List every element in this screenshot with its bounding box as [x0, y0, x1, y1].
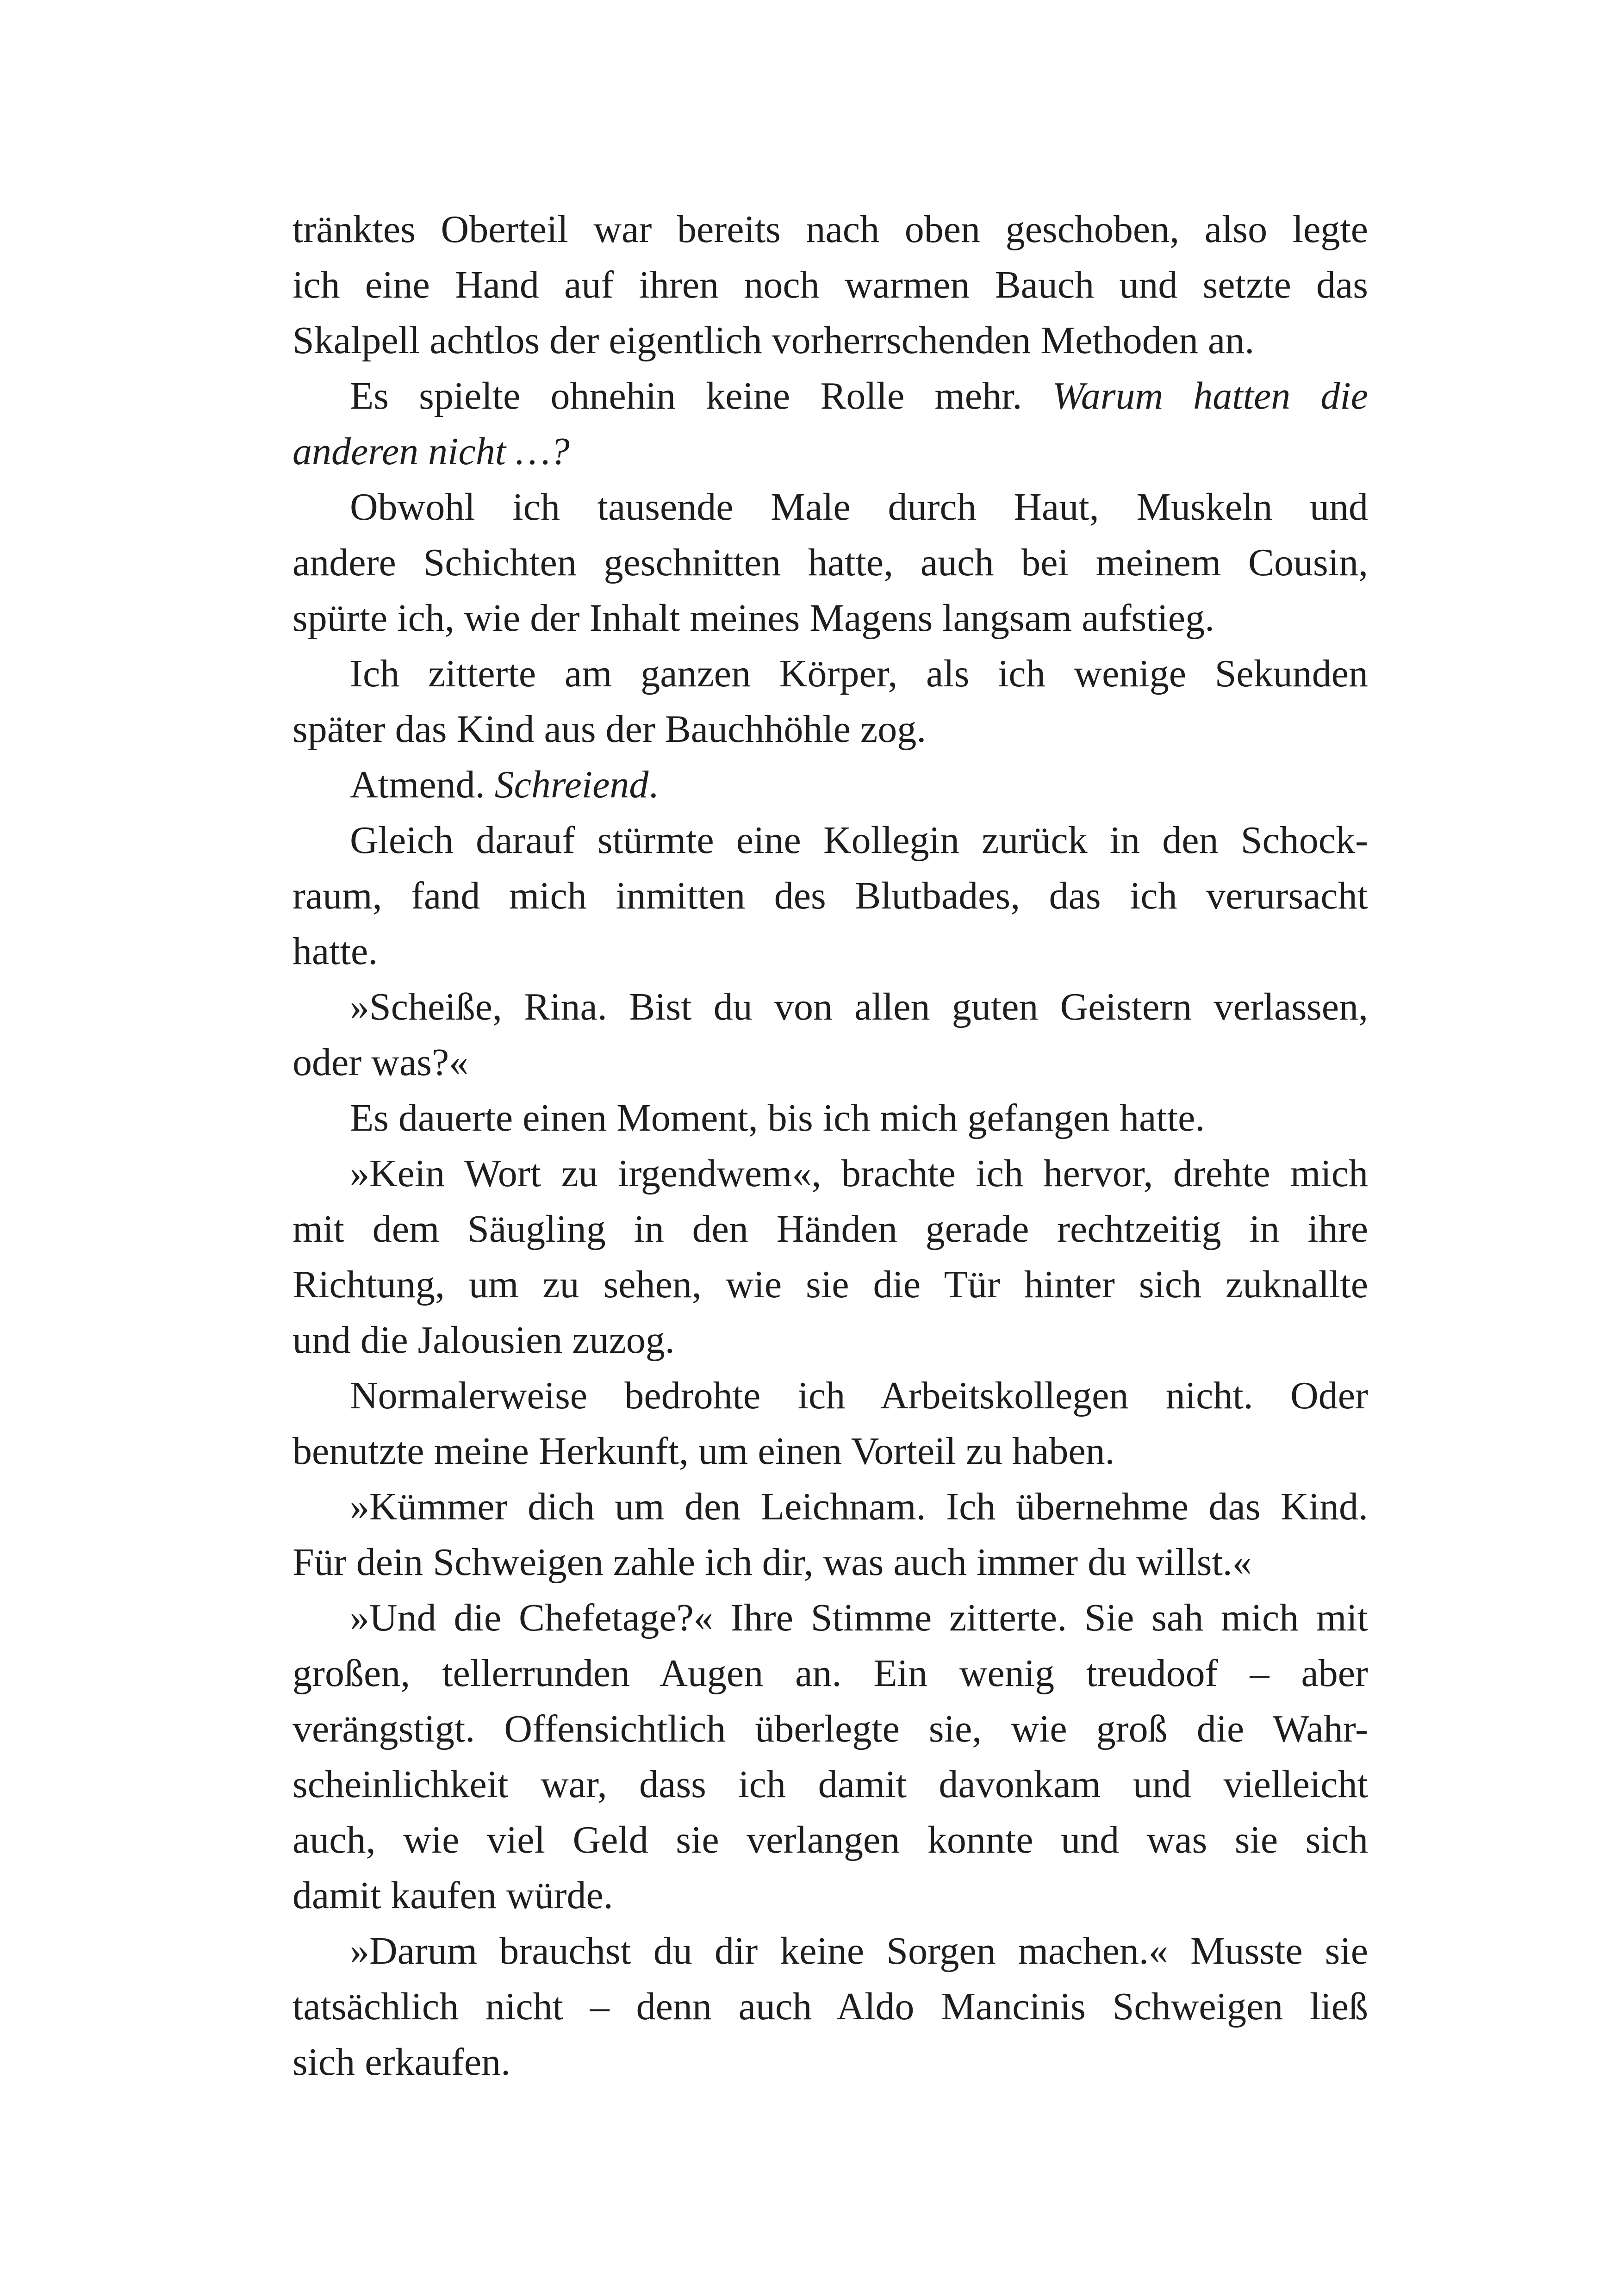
text-run: sich erkaufen. [292, 2041, 511, 2084]
paragraph [292, 757, 1368, 813]
text-line [292, 1424, 1368, 1479]
text-line [292, 424, 1368, 479]
text-run: Normalerweise bedrohte ich Arbeitskollegen nicht. Oder [350, 1374, 1368, 1417]
text-line [292, 979, 1368, 1035]
text-line [292, 368, 1368, 424]
text-line [292, 1313, 1368, 1368]
text-run: benutzte meine Herkunft, um einen Vorteil zu haben. [292, 1430, 1115, 1473]
text-line [292, 1868, 1368, 1923]
text-line [292, 1923, 1368, 1979]
text-line [292, 1479, 1368, 1535]
text-line [292, 1979, 1368, 2035]
text-line [292, 1201, 1368, 1257]
text-line [292, 1146, 1368, 1201]
text-run: später das Kind aus der Bauchhöhle zog. [292, 708, 927, 751]
text-line [292, 702, 1368, 757]
text-line [292, 646, 1368, 702]
text-line [292, 1590, 1368, 1646]
text-line [292, 1090, 1368, 1146]
text-line [292, 868, 1368, 924]
text-line [292, 2035, 1368, 2090]
text-run: mit dem Säugling in den Händen gerade rechtzeitig in ihre [292, 1207, 1368, 1251]
text-run: . [648, 763, 659, 806]
body-text [292, 202, 1368, 2090]
text-line [292, 1368, 1368, 1424]
paragraph [292, 1479, 1368, 1590]
paragraph [292, 1590, 1368, 1923]
italic-text: Warum hatten die [1052, 374, 1368, 417]
text-run: Für dein Schweigen zahle ich dir, was auch immer du willst.« [292, 1541, 1252, 1584]
text-run: Obwohl ich tausende Male durch Haut, Muskeln und [350, 485, 1368, 529]
text-run: spürte ich, wie der Inhalt meines Magens langsam aufstieg. [292, 597, 1215, 640]
paragraph [292, 202, 1368, 368]
text-run: großen, tellerrunden Augen an. Ein wenig treudoof – aber [292, 1652, 1368, 1695]
paragraph [292, 1090, 1368, 1146]
text-run: »Kümmer dich um den Leichnam. Ich übernehme das Kind. [350, 1485, 1368, 1528]
text-run: »Kein Wort zu irgendwem«, brachte ich hervor, drehte mich [350, 1152, 1368, 1195]
text-run: »Scheiße, Rina. Bist du von allen guten Geistern verlassen, [350, 985, 1368, 1028]
text-run: scheinlichkeit war, dass ich damit davonkam und vielleicht [292, 1763, 1368, 1806]
text-run: verängstigt. Offensichtlich überlegte sie, wie groß die Wahr- [292, 1707, 1368, 1750]
text-line [292, 591, 1368, 646]
text-line [292, 479, 1368, 535]
text-line [292, 313, 1368, 368]
text-line [292, 1701, 1368, 1757]
text-run: und die Jalousien zuzog. [292, 1319, 675, 1362]
text-run: raum, fand mich inmitten des Blutbades, das ich verursacht [292, 874, 1368, 917]
text-run: damit kaufen würde. [292, 1874, 613, 1917]
text-line [292, 1035, 1368, 1090]
paragraph [292, 479, 1368, 646]
paragraph [292, 1368, 1368, 1479]
italic-text: Schreiend [494, 763, 649, 806]
text-line [292, 535, 1368, 591]
text-run: »Darum brauchst du dir keine Sorgen machen.« Musste sie [350, 1929, 1368, 1972]
text-line [292, 1646, 1368, 1701]
italic-text: anderen nicht …? [292, 430, 570, 473]
text-run: oder was?« [292, 1041, 469, 1084]
text-line [292, 1812, 1368, 1868]
text-run: »Und die Chefetage?« Ihre Stimme zitterte. Sie sah mich mit [350, 1596, 1368, 1639]
paragraph [292, 979, 1368, 1090]
text-run: tatsächlich nicht – denn auch Aldo Mancinis Schweigen ließ [292, 1985, 1368, 2028]
text-line [292, 757, 1368, 813]
text-line [292, 813, 1368, 868]
text-line [292, 202, 1368, 257]
text-run: andere Schichten geschnitten hatte, auch bei meinem Cousin, [292, 541, 1368, 584]
text-line [292, 257, 1368, 313]
text-run: Es dauerte einen Moment, bis ich mich gefangen hatte. [350, 1096, 1205, 1139]
text-line [292, 924, 1368, 979]
text-run: ich eine Hand auf ihren noch warmen Bauch und setzte das [292, 263, 1368, 306]
text-run: Gleich darauf stürmte eine Kollegin zurück in den Schock- [350, 819, 1368, 862]
paragraph [292, 813, 1368, 979]
paragraph [292, 368, 1368, 479]
text-run: Skalpell achtlos der eigentlich vorherrschenden Methoden an. [292, 319, 1255, 362]
paragraph [292, 646, 1368, 757]
text-line [292, 1757, 1368, 1812]
text-line [292, 1535, 1368, 1590]
text-run: Atmend. [350, 763, 495, 806]
text-line [292, 1257, 1368, 1313]
text-run: Richtung, um zu sehen, wie sie die Tür hinter sich zuknallte [292, 1263, 1368, 1306]
text-run: hatte. [292, 930, 378, 973]
text-run: Ich zitterte am ganzen Körper, als ich wenige Sekunden [350, 652, 1368, 695]
text-run: auch, wie viel Geld sie verlangen konnte und was sie sich [292, 1818, 1368, 1861]
paragraph [292, 1146, 1368, 1368]
paragraph [292, 1923, 1368, 2090]
text-run: tränktes Oberteil war bereits nach oben geschoben, also legte [292, 208, 1368, 251]
text-run: Es spielte ohnehin keine Rolle mehr. [350, 374, 1052, 417]
